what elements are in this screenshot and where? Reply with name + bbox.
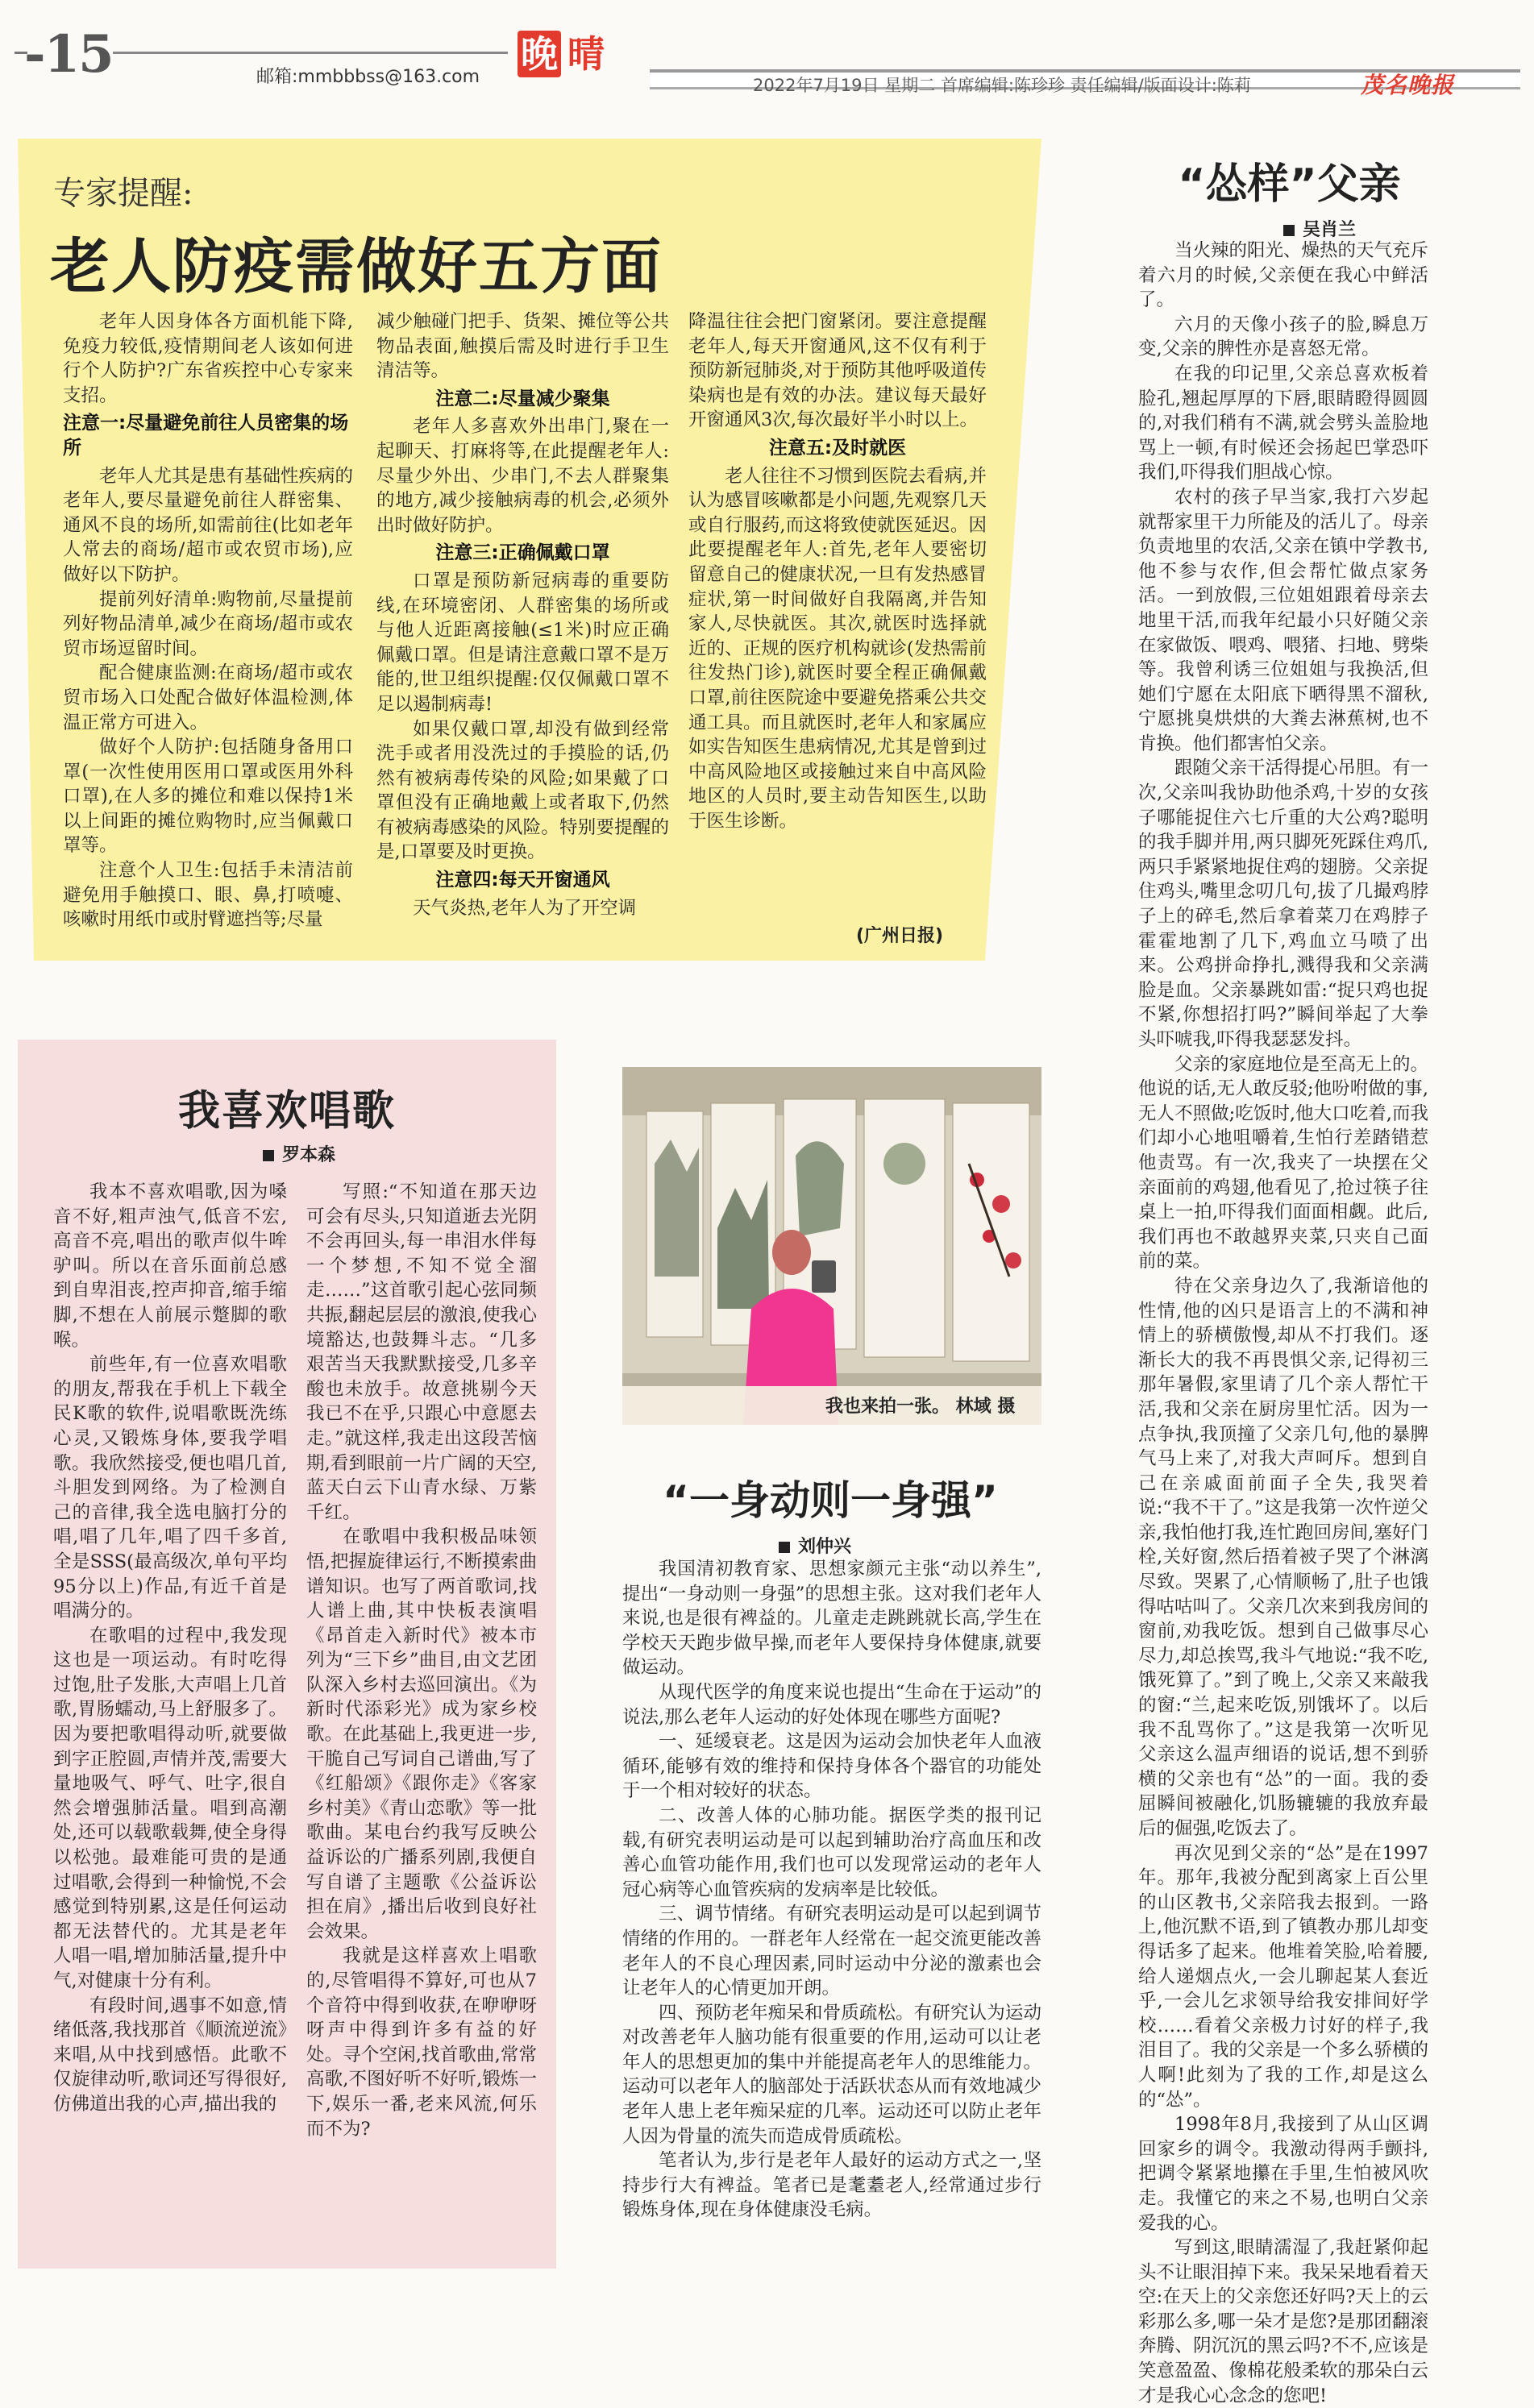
paragraph: 我就是这样喜欢上唱歌的,尽管唱得不算好,可也从7个音符中得到收获,在咿咿呀呀声中得到许多有益的好处。寻个空闲,找首歌曲,常常高歌,不图好听不好听,锻炼一下,娱乐一番,老来风流,何乐而不为?	[306, 1945, 537, 2140]
paragraph: 天气炎热,老年人为了开空调	[413, 897, 637, 919]
email-address: 邮箱:mmbbbss@163.com	[256, 67, 480, 87]
byline-square-icon	[1283, 225, 1295, 236]
paragraph: 在歌唱中我积极品味领悟,把握旋律运行,不断摸索曲谱知识。也写了两首歌词,找人谱上曲,其中快板表演唱《昂首走入新时代》被本市列为“三下乡”曲目,由文艺团队深入乡村去巡回演出。《为新时代添彩光》成为家乡校歌。在此基础上,我更进一步,干脆自己写词自己谱曲,写了《红船颂》《跟你走》《客家乡村美》《青山恋歌》等一批歌曲。某电台约我写反映公益诉讼的广播系列剧,我便自写自谱了主题歌《公益诉讼担在肩》,播出后收到良好社会效果。	[306, 1526, 537, 1942]
paragraph: 我本不喜欢唱歌,因为嗓音不好,粗声浊气,低音不宏,高音不亮,唱出的歌声似牛哞驴叫。所以在音乐面前总感到自卑泪丧,控声抑音,缩手缩脚,不想在人前展示蹩脚的歌喉。	[53, 1181, 287, 1351]
article-epidemic-column-2	[376, 309, 669, 946]
article-singing-byline	[263, 1141, 335, 1166]
paragraph: 老年人因身体各方面机能下降,免疫力较低,疫情期间老人该如何进行个人防护?广东省疾控中心专家来支招。	[63, 311, 353, 406]
paragraph: 注意个人卫生:包括手未清洁前避免用手触摸口、眼、鼻,打喷嚏、咳嗽时用纸巾或肘臂遮挡等;尽量	[63, 860, 353, 931]
paragraph: 笔者认为,步行是老年人最好的运动方式之一,坚持步行大有裨益。笔者已是耄耋老人,经常通过步行锻炼身体,现在身体健康没毛病。	[622, 2150, 1041, 2221]
paragraph: 待在父亲身边久了,我渐谙他的性情,他的凶只是语言上的不满和神情上的骄横傲慢,却从不打我们。逐渐长大的我不再畏惧父亲,记得初三那年暑假,家里请了几个亲人帮忙干活,我和父亲在厨房里忙活。因为一点争执,我顶撞了父亲几句,他的暴脾气马上来了,对我大声呵斥。想到自己在亲戚面前面子全失,我哭着说:“我不干了。”这是我第一次忤逆父亲,我怕他打我,连忙跑回房间,塞好门栓,关好窗,然后捂着被子哭了个淋漓尽致。哭累了,心情顺畅了,肚子也饿得咕咕叫了。父亲几次来到我房间的窗前,劝我吃饭。想到自己做事尽心尽力,却总挨骂,我斗气地说:“我不吃,饿死算了。”到了晚上,父亲又来敲我的窗:“兰,起来吃饭,别饿坏了。以后我不乱骂你了。”这是我第一次听见父亲这么温声细语的说话,想不到骄横的父亲也有“怂”的一面。我的委屈瞬间被融化,饥肠辘辘的我放弃最后的倔强,吃饭去了。	[1138, 1275, 1429, 1839]
article-singing-column-2	[306, 1180, 537, 2252]
article-singing-author: 罗本森	[282, 1145, 336, 1165]
subheading: 注意四:每天开窗通风	[435, 870, 610, 891]
paragraph: 降温往往会把门窗紧闭。要注意提醒老年人,每天开窗通风,这不仅有利于预防新冠肺炎,对于预防其他呼吸道传染病也是有效的办法。建议每天最好开窗通风3次,每次最好半小时以上。	[688, 311, 987, 431]
paragraph: 父亲的家庭地位是至高无上的。他说的话,无人敢反驳;他吩咐做的事,无人不照做;吃饭时,他大口吃着,而我们却小心地咀嚼着,生怕行差踏错惹他责骂。有一次,我夹了一块摆在父亲面前的鸡翅,他看见了,抢过筷子往桌上一拍,吓得我们面面相觑。此后,我们再也不敢越界夹菜,只夹自己面前的菜。	[1138, 1053, 1429, 1273]
paragraph: 1998年8月,我接到了从山区调回家乡的调令。我激动得两手颤抖,把调令紧紧地攥在手里,生怕被风吹走。我懂它的来之不易,也明白父亲爱我的心。	[1138, 2114, 1428, 2234]
paragraph: 四、预防老年痴呆和骨质疏松。有研究认为运动对改善老年人脑功能有很重要的作用,运动可以让老年人的思想更加的集中并能提高老年人的思维能力。运动可以老年人的脑部处于活跃状态从而有效地减少老年人患上老年痴呆症的几率。运动还可以防止老年人因为骨量的流失而造成骨质疏松。	[622, 2002, 1041, 2147]
paragraph: 做好个人防护:包括随身备用口罩(一次性使用医用口罩或医用外科口罩),在人多的摊位和难以保持1米以上间距的摊位购物时,应当佩戴口罩等。	[63, 737, 353, 857]
date-editor-line: 2022年7月19日 星期二 首席编辑:陈珍珍 责任编辑/版面设计:陈莉	[753, 76, 1251, 95]
paragraph: 再次见到父亲的“怂”是在1997年。那年,我被分配到离家上百公里的山区教书,父亲陪我去报到。一路上,他沉默不语,到了镇教办那儿却变得话多了起来。他堆着笑脸,哈着腰,给人递烟点火,一会儿聊起某人套近乎,一会儿乞求领导给我安排间好学校……看着父亲极力讨好的样子,我泪目了。我的父亲是一个多么骄横的人啊!此刻为了我的工作,却是这么的“怂”。	[1138, 1842, 1429, 2111]
article-exercise-body	[622, 1557, 1041, 2258]
section-logo-char-2: 晴	[567, 32, 605, 76]
paragraph: 口罩是预防新冠病毒的重要防线,在环境密闭、人群密集的场所或与他人近距离接触(≤1米)时应正确佩戴口罩。但是请注意戴口罩不是万能的,世卫组织提醒:仅仅佩戴口罩不足以遏制病毒!	[376, 570, 669, 715]
paragraph: 老人往往不习惯到医院去看病,并认为感冒咳嗽都是小问题,先观察几天或自行服药,而这将致使就医延迟。因此要提醒老年人:首先,老年人要密切留意自己的健康状况,一旦有发热感冒症状,第一时间做好自我隔离,并告知家人,尽快就医。其次,就医时选择就近的、正规的医疗机构就诊(发热需前往发热门诊),就医时要全程正确佩戴口罩,前往医院途中要避免搭乘公共交通工具。而且就医时,老年人和家属应如实告知医生患病情况,尤其是曾到过中高风险地区或接触过来自中高风险地区的人员时,要主动告知医生,以助于医生诊断。	[688, 465, 987, 832]
masthead-logo: 茂名晚报	[1361, 72, 1455, 98]
paragraph: 六月的天像小孩子的脸,瞬息万变,父亲的脾性亦是喜怒无常。	[1138, 313, 1428, 360]
byline-square-icon	[779, 1542, 790, 1553]
section-logo-char-1: 晚	[518, 31, 561, 77]
subheading: 注意一:尽量避免前往人员密集的场所	[63, 413, 349, 459]
article-title: 老人防疫需做好五方面	[50, 232, 663, 301]
photo-exhibition	[622, 1067, 1041, 1425]
paragraph: 写照:“不知道在那天边可会有尽头,只知道逝去光阴不会再回头,每一串泪水伴每一个梦想,不知不觉全溜走……”这首歌引起心弦同频共振,翻起层层的激浪,使我心境豁达,也鼓舞斗志。“几多艰苦当天我默默接受,几多辛酸也未放手。故意挑剔今天我已不在乎,只跟心中意愿去走。”就这样,我走出这段苦恼期,看到眼前一片广阔的天空,蓝天白云下山青水绿、万紫千红。	[306, 1181, 537, 1523]
paragraph: 农村的孩子早当家,我打六岁起就帮家里干力所能及的活儿了。母亲负责地里的农活,父亲在镇中学教书,他不参与农作,但会帮忙做点家务活。一到放假,三位姐姐跟着母亲去地里干活,而我年纪最小只好随父亲在家做饭、喂鸡、喂猪、扫地、劈柴等。我曾利诱三位姐姐与我换活,但她们宁愿在太阳底下晒得黑不溜秋,宁愿挑臭烘烘的大粪去淋蕉树,也不肯换。他们都害怕父亲。	[1138, 486, 1429, 754]
article-exercise-author: 刘仲兴	[798, 1537, 852, 1557]
article-epidemic-column-3	[688, 309, 987, 946]
paragraph: 减少触碰门把手、货架、摊位等公共物品表面,触摸后需及时进行手卫生清洁等。	[376, 311, 669, 382]
article-epidemic-advice	[18, 139, 1041, 961]
paragraph: 我国清初教育家、思想家颜元主张“动以养生”,提出“一身动则一身强”的思想主张。这对我们老年人来说,也是很有裨益的。儿童走走跳跳就长高,学生在学校天天跑步做早操,而老年人要保持身体健康,就要做运动。	[622, 1559, 1041, 1679]
paragraph: 老年人多喜欢外出串门,聚在一起聊天、打麻将等,在此提醒老年人:尽量少外出、少串门,不去人群聚集的地方,减少接触病毒的机会,必须外出时做好防护。	[376, 416, 669, 536]
paragraph: 在歌唱的过程中,我发现这也是一项运动。有时吃得过饱,肚子发胀,大声唱上几首歌,胃肠蠕动,马上舒服多了。因为要把歌唱得动听,就要做到字正腔圆,声情并茂,需要大量地吸气、呼气、吐字,很自然会增强肺活量。唱到高潮处,还可以载歌载舞,使全身得以松弛。最难能可贵的是通过唱歌,会得到一种愉悦,不会感觉到特别累,这是任何运动都无法替代的。尤其是老年人唱一唱,增加肺活量,提升中气,对健康十分有利。	[53, 1625, 287, 1991]
article-singing-column-1	[53, 1180, 287, 2252]
article-exercise	[605, 1451, 1056, 2265]
paragraph: 跟随父亲干活得提心吊胆。有一次,父亲叫我协助他杀鸡,十岁的女孩子哪能捉住六七斤重的大公鸡?聪明的我手脚并用,两只脚死死踩住鸡爪,两只手紧紧地捉住鸡的翅膀。父亲捉住鸡头,嘴里念叨几句,拔了几撮鸡脖子上的碎毛,然后拿着菜刀在鸡脖子霍霍地割了几下,鸡血立马喷了出来。公鸡拼命挣扎,溅得我和父亲满脸是血。父亲暴跳如雷:“捉只鸡也捉不紧,你想招打吗?”瞬间举起了大拳头吓唬我,吓得我瑟瑟发抖。	[1138, 758, 1429, 1050]
article-epidemic-source: (广州日报)	[856, 926, 944, 946]
paragraph: 在我的印记里,父亲总喜欢板着脸孔,翘起厚厚的下唇,眼睛瞪得圆圆的,对我们稍有不满,就会劈头盖脸地骂上一顿,有时候还会扬起巴掌恐吓我们,吓得我们胆战心惊。	[1138, 363, 1428, 484]
header-rule-left	[113, 52, 508, 54]
paragraph: 提前列好清单:购物前,尽量提前列好物品清单,减少在商场/超市或农贸市场逗留时间。	[63, 588, 353, 659]
photo-caption: 我也来拍一张。 林域 摄	[825, 1397, 1016, 1417]
article-father-title: “怂样”父亲	[1178, 160, 1401, 209]
article-epidemic-column-1	[63, 309, 353, 946]
paragraph: 老年人尤其是患有基础性疾病的老年人,要尽量避免前往人群密集、通风不良的场所,如需前往(比如老年人常去的商场/超市或农贸市场),应做好以下防护。	[63, 465, 354, 585]
paragraph: 从现代医学的角度来说也提出“生命在于运动”的说法,那么老年人运动的好处体现在哪些方面呢?	[622, 1681, 1041, 1728]
article-father-body	[1138, 239, 1429, 2406]
paragraph: 如果仅戴口罩,却没有做到经常洗手或者用没洗过的手摸脸的话,仍然有被病毒传染的风险;如果戴了口罩但没有正确地戴上或者取下,仍然有被病毒感染的风险。特别要提醒的是,口罩要及时更换。	[376, 718, 669, 863]
paragraph: 当火辣的阳光、燥热的天气充斥着六月的时候,父亲便在我心中鲜活了。	[1138, 240, 1429, 311]
article-exercise-byline	[779, 1533, 851, 1558]
section-logo	[518, 31, 608, 79]
paragraph: 三、调节情绪。有研究表明运动是可以起到调节情绪的作用的。一群老年人经常在一起交流更能改善老年人的不良心理因素,同时运动中分泌的激素也会让老年人的心情更加开朗。	[622, 1904, 1041, 1999]
paragraph: 有段时间,遇事不如意,情绪低落,我找那首《顺流逆流》来唱,从中找到感悟。此歌不仅旋律动听,歌词还写得很好,仿佛道出我的心声,描出我的	[53, 1995, 287, 2115]
article-singing	[18, 1040, 556, 2269]
subheading: 注意五:及时就医	[768, 437, 907, 459]
paragraph: 一、延缓衰老。这是因为运动会加快老年人血液循环,能够有效的维持和保持身体各个器官的功能处于一个相对较好的状态。	[622, 1731, 1041, 1802]
byline-square-icon	[263, 1150, 274, 1161]
article-father	[1058, 129, 1521, 2406]
page-number: -15	[24, 24, 113, 85]
article-exercise-title: “一身动则一身强”	[663, 1477, 998, 1524]
paragraph: 前些年,有一位喜欢唱歌的朋友,帮我在手机上下载全民K歌的软件,说唱歌既洗练心灵,又锻炼身体,要我学唱歌。我欣然接受,便也唱几首,斗胆发到网络。为了检测自己的音律,我全选电脑打分的唱,唱了几年,唱了四千多首,全是SSS(最高级次,单句平均95分以上)作品,有近千首是唱满分的。	[53, 1354, 287, 1622]
paragraph: 配合健康监测:在商场/超市或农贸市场入口处配合做好体温检测,体温正常方可进入。	[63, 662, 353, 733]
page-header	[0, 0, 1534, 97]
paragraph: 二、改善人体的心肺功能。据医学类的报刊记载,有研究表明运动是可以起到辅助治疗高血压和改善心血管功能作用,我们也可以发现常运动的老年人冠心病等心血管疾病的发病率是比较低。	[622, 1804, 1041, 1900]
article-kicker: 专家提醒:	[53, 175, 193, 212]
subheading: 注意二:尽量减少聚集	[435, 388, 610, 409]
article-singing-title: 我喜欢唱歌	[177, 1087, 396, 1135]
article-father-author: 吴肖兰	[1303, 220, 1357, 240]
subheading: 注意三:正确佩戴口罩	[435, 542, 610, 564]
photo-exhibition-image	[622, 1067, 1041, 1425]
article-father-byline	[1283, 216, 1356, 241]
paragraph: 写到这,眼睛濡湿了,我赶紧仰起头不让眼泪掉下来。我呆呆地看着天空:在天上的父亲您还好吗?天上的云彩那么多,哪一朵才是您?是那团翻滚奔腾、阴沉沉的黑云吗?不不,应该是笑意盈盈、像棉花般柔软的那朵白云才是我心心念念的您吧!	[1138, 2237, 1429, 2406]
